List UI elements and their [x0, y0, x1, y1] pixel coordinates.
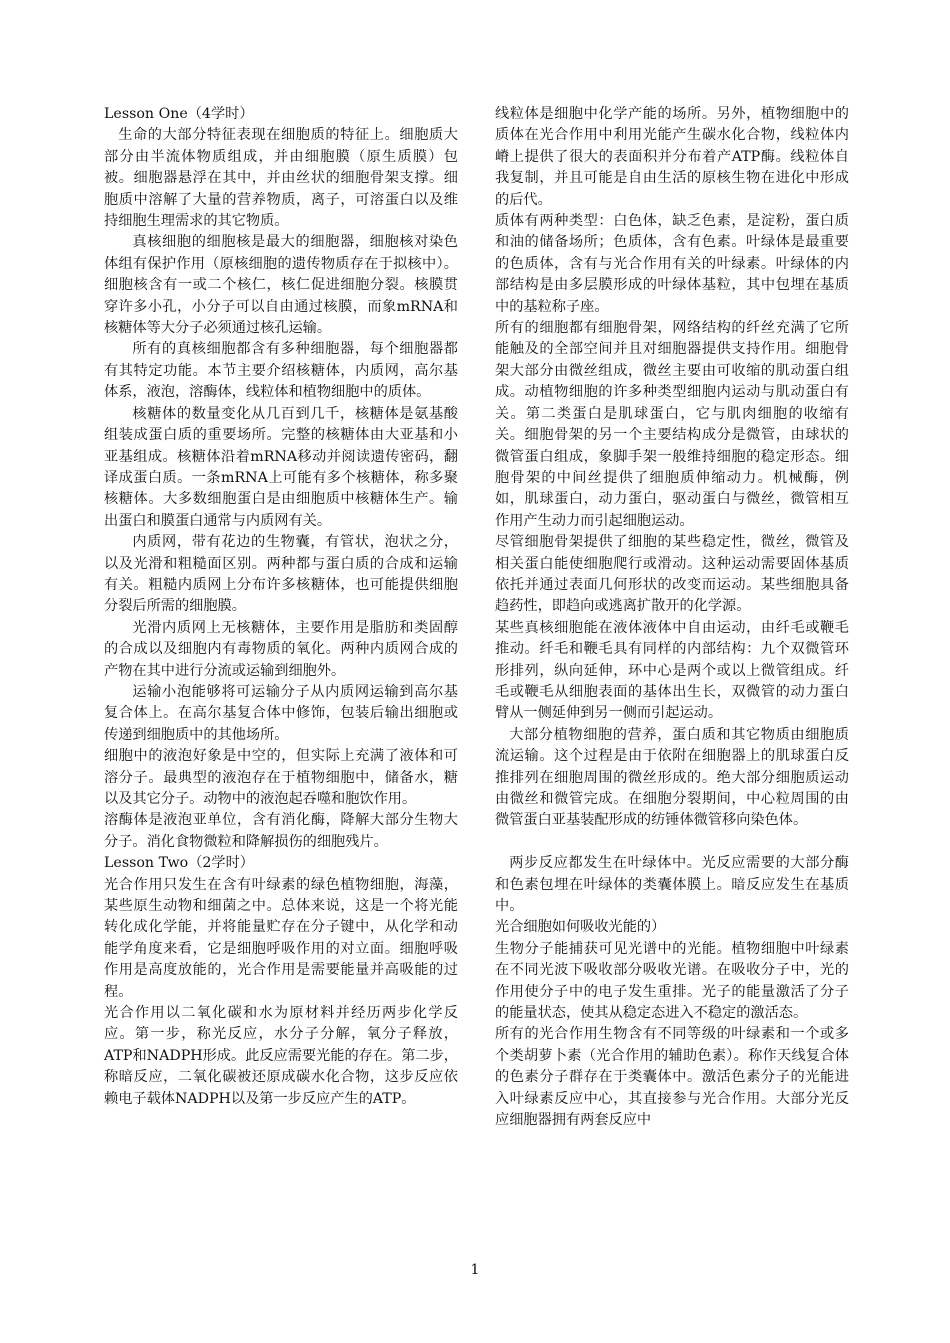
paragraph-light-capture: 生物分子能捕获可见光谱中的光能。植物细胞中叶绿素在不同光波下吸收部分吸收光谱。在吸收分子中，光的作用使分子中的电子发生重排。光子的能量激活了分子的能量状态，使其从稳定态进入不稳定的激活态。	[495, 940, 849, 1022]
paragraph-cell-motility: 尽管细胞骨架提供了细胞的某些稳定性，微丝，微管及相关蛋白能使细胞爬行或滑动。这种运动需要固体基质依托并通过表面几何形状的改变而运动。某些细胞具备趋药性，即趋向或逃离扩散开的化学源。	[495, 534, 849, 615]
right-column	[495, 104, 849, 1131]
paragraph-cytoskeleton: 所有的细胞都有细胞骨架，网络结构的纤丝充满了它所能触及的全部空间并且对细胞器提供支持作用。细胞骨架大部分由微丝组成，微丝主要由可收缩的肌动蛋白组成。动植物细胞的许多种类型细胞内运动与肌动蛋白有关。第二类蛋白是肌球蛋白，它与肌肉细胞的收缩有关。细胞骨架的另一个主要结构成分是微管，由球状的微管蛋白组成，象脚手架一般维持细胞的稳定形态。细胞骨架的中间丝提供了细胞质伸缩动力。机械酶，例如，肌球蛋白，动力蛋白，驱动蛋白与微丝，微管相互作用产生动力而引起细胞运动。	[495, 320, 849, 529]
paragraph-pigments: 所有的光合作用生物含有不同等级的叶绿素和一个或多个类胡萝卜素（光合作用的辅助色素）。称作天线复合体的色素分子群存在于类囊体中。激活色素分子的光能进入叶绿素反应中心，其直接参与光合作用。大部分光反应细胞器拥有两套反应中	[495, 1026, 849, 1129]
paragraph-lysosome: 溶酶体是液泡亚单位，含有消化酶，降解大部分生物大分子。消化食物微粒和降解损伤的细胞残片。	[104, 812, 458, 850]
paragraph-vacuole: 细胞中的液泡好象是中空的，但实际上充满了液体和可溶分子。最典型的液泡存在于植物细胞中，储备水，糖以及其它分子。动物中的液泡起吞噬和胞饮作用。	[104, 748, 458, 807]
paragraph-nucleus: 真核细胞的细胞核是最大的细胞器，细胞核对染色体组有保护作用（原核细胞的遗传物质存在于拟核中）。细胞核含有一或二个核仁，核仁促进细胞分裂。核膜贯穿许多小孔，小分子可以自由通过核膜，而象mRNA和核糖体等大分子必须通过核孔运输。	[104, 234, 458, 337]
paragraph-chloroplast-reactions: 两步反应都发生在叶绿体中。光反应需要的大部分酶和色素包埋在叶绿体的类囊体膜上。暗反应发生在基质中。	[495, 855, 849, 915]
paragraph-plastids: 质体有两种类型：白色体，缺乏色素，是淀粉，蛋白质和油的储备场所；色质体，含有色素。叶绿体是最重要的色质体，含有与光合作用有关的叶绿素。叶绿体的内部结构是由多层膜形成的叶绿体基粒，其中包埋在基质中的基粒称子座。	[495, 213, 849, 315]
paragraph-ribosome: 核糖体的数量变化从几百到几千，核糖体是氨基酸组装成蛋白质的重要场所。完整的核糖体由大亚基和小亚基组成。核糖体沿着mRNA移动并阅读遗传密码，翻译成蛋白质。一条mRNA上可能有多个核糖体，称多聚核糖体。大多数细胞蛋白是由细胞质中核糖体生产。输出蛋白和膜蛋白通常与内质网有关。	[104, 405, 458, 529]
paragraph-cytoplasm: 生命的大部分特征表现在细胞质的特征上。细胞质大部分由半流体物质组成，并由细胞膜（原生质膜）包被。细胞器悬浮在其中，并由丝状的细胞骨架支撑。细胞质中溶解了大量的营养物质，离子，可溶蛋白以及维持细胞生理需求的其它物质。	[104, 127, 458, 230]
left-column	[104, 104, 458, 1110]
paragraph-er: 内质网，带有花边的生物囊，有管状，泡状之分，以及光滑和粗糙面区别。两种都与蛋白质的合成和运输有关。粗糙内质网上分布许多核糖体，也可能提供细胞分裂后所需的细胞膜。	[104, 534, 458, 615]
paragraph-cytoplasmic-streaming: 大部分植物细胞的营养，蛋白质和其它物质由细胞质流运输。这个过程是由于依附在细胞器上的肌球蛋白反推排列在细胞周围的微丝形成的。绝大部分细胞质运动由微丝和微管完成。在细胞分裂期间，中心粒周围的由微管蛋白亚基装配形成的纺锤体微管移向染色体。	[495, 726, 849, 829]
page-number: 1	[470, 1262, 480, 1278]
paragraph-cilia-flagella: 某些真核细胞能在液体液体中自由运动，由纤毛或鞭毛推动。纤毛和鞭毛具有同样的内部结构：九个双微管环形排列，纵向延伸，环中心是两个或以上微管组成。纤毛或鞭毛从细胞表面的基体出生长，双微管的动力蛋白臂从一侧延伸到另一侧而引起运动。	[495, 619, 849, 722]
lesson-one-heading: Lesson One（4学时）	[104, 106, 254, 122]
paragraph-photosynthesis: 光合作用只发生在含有叶绿素的绿色植物细胞，海藻，某些原生动物和细菌之中。总体来说，这是一个将光能转化成化学能，并将能量贮存在分子键中，从化学和动能学角度来看，它是细胞呼吸作用的对立面。细胞呼吸作用是高度放能的，光合作用是需要能量并高吸能的过程。	[104, 876, 458, 1000]
paragraph-smooth-er: 光滑内质网上无核糖体，主要作用是脂肪和类固醇的合成以及细胞内有毒物质的氧化。两种内质网合成的产物在其中进行分流或运输到细胞外。	[104, 619, 458, 679]
lesson-two-heading: Lesson Two（2学时）	[104, 855, 254, 872]
paragraph-organelles: 所有的真核细胞都含有多种细胞器，每个细胞器都有其特定功能。本节主要介绍核糖体，内质网，高尔基体系，液泡，溶酶体，线粒体和植物细胞中的质体。	[104, 341, 458, 401]
paragraph-two-step-reaction: 光合作用以二氧化碳和水为原材料并经历两步化学反应。第一步，称光反应，水分子分解，氧分子释放，ATP和NADPH形成。此反应需要光能的存在。第二步，称暗反应，二氧化碳被还原成碳水化合物，这步反应依赖电子载体NADPH以及第一步反应产生的ATP。	[104, 1005, 458, 1107]
paragraph-transport-vesicle: 运输小泡能够将可运输分子从内质网运输到高尔基复合体上。在高尔基复合体中修饰，包装后输出细胞或传递到细胞质中的其他场所。	[104, 683, 458, 743]
subheading-light-absorption: 光合细胞如何吸收光能的）	[495, 919, 666, 936]
blank-line	[495, 832, 849, 853]
paragraph-mitochondria: 线粒体是细胞中化学产能的场所。另外，植物细胞中的质体在光合作用中利用光能产生碳水化合物，线粒体内嵴上提供了很大的表面积并分布着产ATP酶。线粒体自我复制，并且可能是自由生活的原核生物在进化中形成的后代。	[495, 106, 849, 208]
